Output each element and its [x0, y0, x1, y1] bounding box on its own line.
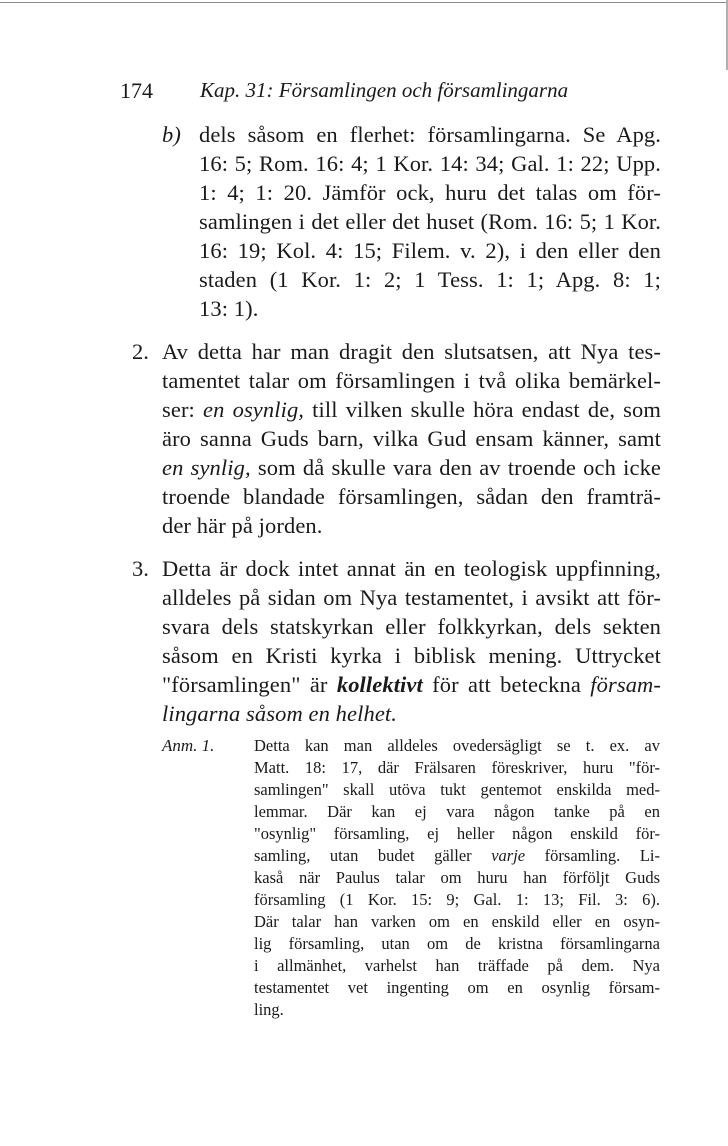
paragraph-3-line-4: såsom en Kristi kyrka i biblisk mening. Uttrycket	[162, 643, 661, 668]
note-line-9: Där talar han varken om en enskild eller en osyn-	[254, 912, 660, 931]
item-b-line-1: dels såsom en flerhet: församlingarna. Se Apg.	[199, 122, 661, 147]
paragraph-3-number: 3.	[132, 556, 149, 581]
note-line-3: samlingen" skall utöva tukt gentemot enskilda med-	[254, 780, 660, 799]
running-head: Kap. 31: Församlingen och församlingarna	[200, 78, 569, 102]
paragraph-3-line-6	[162, 701, 397, 727]
note-line-11: i allmänhet, varhelst han träffade på dem. Nya	[254, 956, 660, 975]
note-line-2: Matt. 18: 17, där Frälsaren föreskriver, huru "för-	[254, 758, 660, 777]
item-b-label: b)	[162, 122, 181, 147]
paragraph-3-line-5	[162, 672, 661, 698]
p3-l5-pre: "församlingen" är	[162, 672, 337, 697]
note-line-4: lemmar. Där kan ej vara någon tanke på en	[254, 802, 660, 821]
paragraph-2-line-5	[162, 455, 661, 481]
note-line-10: lig församling, utan om de kristna församlingarna	[254, 934, 660, 953]
term-kollektivt: kollektivt	[336, 672, 423, 697]
note-label: Anm. 1.	[162, 736, 215, 755]
paragraph-3-line-2: alldeles på sidan om Nya testamentet, i avsikt att för-	[162, 585, 661, 610]
p2-l3-post: till vilken skulle höra endast de, som	[304, 397, 661, 422]
note-line-1: Detta kan man alldeles ovedersägligt se t. ex. av	[254, 736, 660, 755]
item-b-line-7: 13: 1).	[199, 296, 259, 321]
note-l6-post: församling. Li-	[525, 846, 660, 865]
note-line-5: "osynlig" församling, ej heller någon enskild för-	[254, 824, 660, 843]
paragraph-2-line-6: troende blandade församlingen, sådan den framträ-	[162, 484, 661, 509]
item-b-line-2: 16: 5; Rom. 16: 4; 1 Kor. 14: 34; Gal. 1: 22; Upp.	[199, 151, 661, 176]
p3-l5-mid: för att beteckna	[422, 672, 591, 697]
term-lingarna-sasom-en-helhet: lingarna såsom en helhet.	[162, 701, 397, 726]
top-scan-rule	[0, 2, 728, 3]
paragraph-2-line-7: der här på jorden.	[162, 513, 323, 538]
note-l6-pre: samling, utan budet gäller	[254, 846, 492, 865]
term-en-osynlig: en osynlig,	[203, 397, 305, 422]
item-b-line-5: 16: 19; Kol. 4: 15; Filem. v. 2), i den eller den	[199, 238, 661, 263]
term-varje: varje	[491, 846, 526, 865]
paragraph-2-line-2: tamentet talar om församlingen i två olika bemärkel-	[162, 368, 661, 393]
page-number: 174	[120, 78, 153, 103]
note-line-12: testamentet vet ingenting om en osynlig försam-	[254, 978, 660, 997]
paragraph-2-line-3	[162, 397, 661, 423]
term-forsam: försam-	[590, 672, 661, 697]
item-b-line-4: samlingen i det eller det huset (Rom. 16: 5; 1 Kor.	[199, 209, 661, 234]
paragraph-2-line-1: Av detta har man dragit den slutsatsen, att Nya tes-	[162, 339, 661, 364]
note-line-13: ling.	[254, 1000, 284, 1019]
note-line-8: församling (1 Kor. 15: 9; Gal. 1: 13; Fil. 3: 6).	[254, 890, 660, 909]
item-b-line-3: 1: 4; 1: 20. Jämför ock, huru det talas om för-	[199, 180, 661, 205]
term-en-synlig: en synlig,	[162, 455, 251, 480]
item-b-line-6: staden (1 Kor. 1: 2; 1 Tess. 1: 1; Apg. 8: 1;	[199, 267, 661, 292]
page-header	[120, 78, 640, 108]
paragraph-2-line-4: äro sanna Guds barn, vilka Gud ensam känner, samt	[162, 426, 661, 451]
paragraph-3-line-3: svara dels statskyrkan eller folkkyrkan, dels sekten	[162, 614, 661, 639]
note-line-6	[254, 846, 660, 866]
paragraph-2-number: 2.	[132, 339, 149, 364]
note-line-7: kaså när Paulus talar om huru han förföljt Guds	[254, 868, 660, 887]
p2-l5-post: som då skulle vara den av troende och icke	[250, 455, 662, 480]
paragraph-3-line-1: Detta är dock intet annat än en teologisk uppfinning,	[162, 556, 661, 581]
p2-l3-pre: ser:	[162, 397, 204, 422]
